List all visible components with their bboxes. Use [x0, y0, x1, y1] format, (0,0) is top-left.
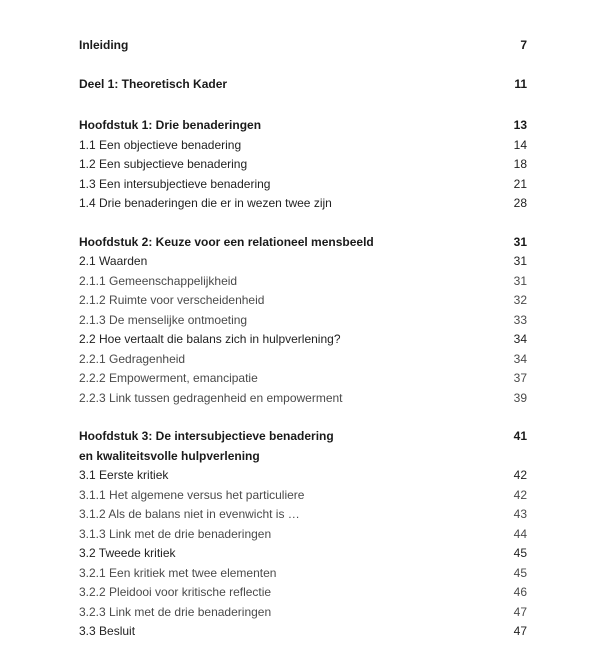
toc-entry-title: 2.1.3 De menselijke ontmoeting	[79, 312, 248, 327]
toc-entry-title: 1.1 Een objectieve benadering	[79, 137, 242, 152]
toc-entry-page: 37	[513, 371, 527, 385]
toc-entry	[79, 466, 527, 486]
toc-entry	[79, 350, 527, 370]
toc-entry-page: 42	[513, 487, 527, 502]
toc-entry-title: 2.1.1 Gemeenschappelijkheid	[79, 273, 238, 288]
toc-entry-page: 45	[513, 546, 527, 560]
toc-entry	[79, 36, 527, 56]
table-of-contents	[79, 36, 527, 642]
toc-entry-page: 34	[513, 332, 527, 346]
toc-entry	[79, 564, 527, 584]
toc-entry	[79, 136, 527, 156]
toc-entry-title: 2.2.3 Link tussen gedragenheid en empowerment	[79, 390, 343, 405]
toc-entry-page: 41	[513, 429, 527, 443]
toc-entry	[79, 544, 527, 564]
toc-entry-page: 13	[513, 118, 527, 132]
toc-entry-page: 33	[513, 312, 527, 327]
toc-entry-title: 1.3 Een intersubjectieve benadering	[79, 176, 271, 191]
toc-entry	[79, 427, 527, 447]
toc-entry-title: 3.2.3 Link met de drie benaderingen	[79, 604, 272, 619]
toc-entry-page: 31	[513, 234, 527, 249]
toc-entry-page: 47	[513, 624, 527, 638]
toc-entry-title: 1.4 Drie benaderingen die er in wezen twee zijn	[79, 196, 332, 210]
toc-entry	[79, 155, 527, 175]
toc-entry	[79, 75, 527, 95]
toc-entry-page: 32	[513, 293, 527, 307]
toc-entry	[79, 272, 527, 292]
toc-entry	[79, 369, 527, 389]
toc-entry-page: 46	[513, 585, 527, 599]
toc-entry-page: 7	[520, 38, 527, 52]
toc-entry	[79, 603, 527, 623]
toc-entry-page: 43	[513, 507, 527, 521]
toc-entry	[79, 311, 527, 331]
toc-entry-title: 3.2 Tweede kritiek	[79, 546, 176, 560]
toc-entry	[79, 116, 527, 136]
toc-entry	[79, 233, 527, 253]
toc-entry-title: 3.1.3 Link met de drie benaderingen	[79, 526, 272, 541]
toc-entry-title: Hoofdstuk 3: De intersubjectieve benadering	[79, 429, 334, 443]
toc-entry	[79, 389, 527, 409]
toc-entry-page: 47	[513, 604, 527, 619]
toc-entry-page: 31	[513, 273, 527, 288]
toc-entry-title: Hoofdstuk 1: Drie benaderingen	[79, 118, 262, 132]
toc-entry	[79, 447, 527, 467]
toc-entry-title: 3.2.1 Een kritiek met twee elementen	[79, 565, 277, 580]
toc-entry-title: 2.1.2 Ruimte voor verscheidenheid	[79, 293, 265, 307]
toc-entry-title: Deel 1: Theoretisch Kader	[79, 76, 228, 91]
toc-entry-title: Inleiding	[79, 38, 129, 52]
toc-entry-page: 42	[513, 468, 527, 482]
toc-entry	[79, 252, 527, 272]
toc-entry-page: 31	[513, 254, 527, 268]
toc-entry	[79, 505, 527, 525]
toc-entry-page: 39	[513, 390, 527, 405]
toc-entry	[79, 194, 527, 214]
toc-entry	[79, 622, 527, 642]
toc-entry-title: 3.1.2 Als de balans niet in evenwicht is …	[79, 507, 300, 521]
toc-entry-title: en kwaliteitsvolle hulpverlening	[79, 448, 260, 463]
toc-entry-title: 2.2.1 Gedragenheid	[79, 351, 186, 366]
toc-entry-title: 2.1 Waarden	[79, 254, 148, 268]
toc-entry	[79, 525, 527, 545]
toc-entry	[79, 175, 527, 195]
toc-entry-title: 2.2.2 Empowerment, emancipatie	[79, 371, 258, 385]
toc-entry	[79, 291, 527, 311]
toc-entry-title: 3.3 Besluit	[79, 624, 136, 638]
toc-entry-page: 14	[513, 137, 527, 152]
toc-entry-page: 11	[514, 76, 527, 91]
toc-entry-title: 3.1 Eerste kritiek	[79, 468, 169, 482]
toc-entry-title: 3.2.2 Pleidooi voor kritische reflectie	[79, 585, 272, 599]
toc-entry-page: 45	[513, 565, 527, 580]
toc-entry-page: 28	[513, 196, 527, 210]
toc-entry-title: 1.2 Een subjectieve benadering	[79, 157, 248, 171]
toc-entry-title: Hoofdstuk 2: Keuze voor een relationeel mensbeeld	[79, 234, 374, 249]
toc-entry-title: 2.2 Hoe vertaalt die balans zich in hulpverlening?	[79, 332, 341, 346]
toc-entry-page: 21	[513, 176, 527, 191]
toc-entry	[79, 330, 527, 350]
toc-entry-title: 3.1.1 Het algemene versus het particuliere	[79, 487, 305, 502]
toc-entry	[79, 583, 527, 603]
toc-entry	[79, 486, 527, 506]
toc-entry-page: 34	[513, 351, 527, 366]
toc-entry-page: 44	[513, 526, 527, 541]
toc-entry-page: 18	[513, 157, 527, 171]
